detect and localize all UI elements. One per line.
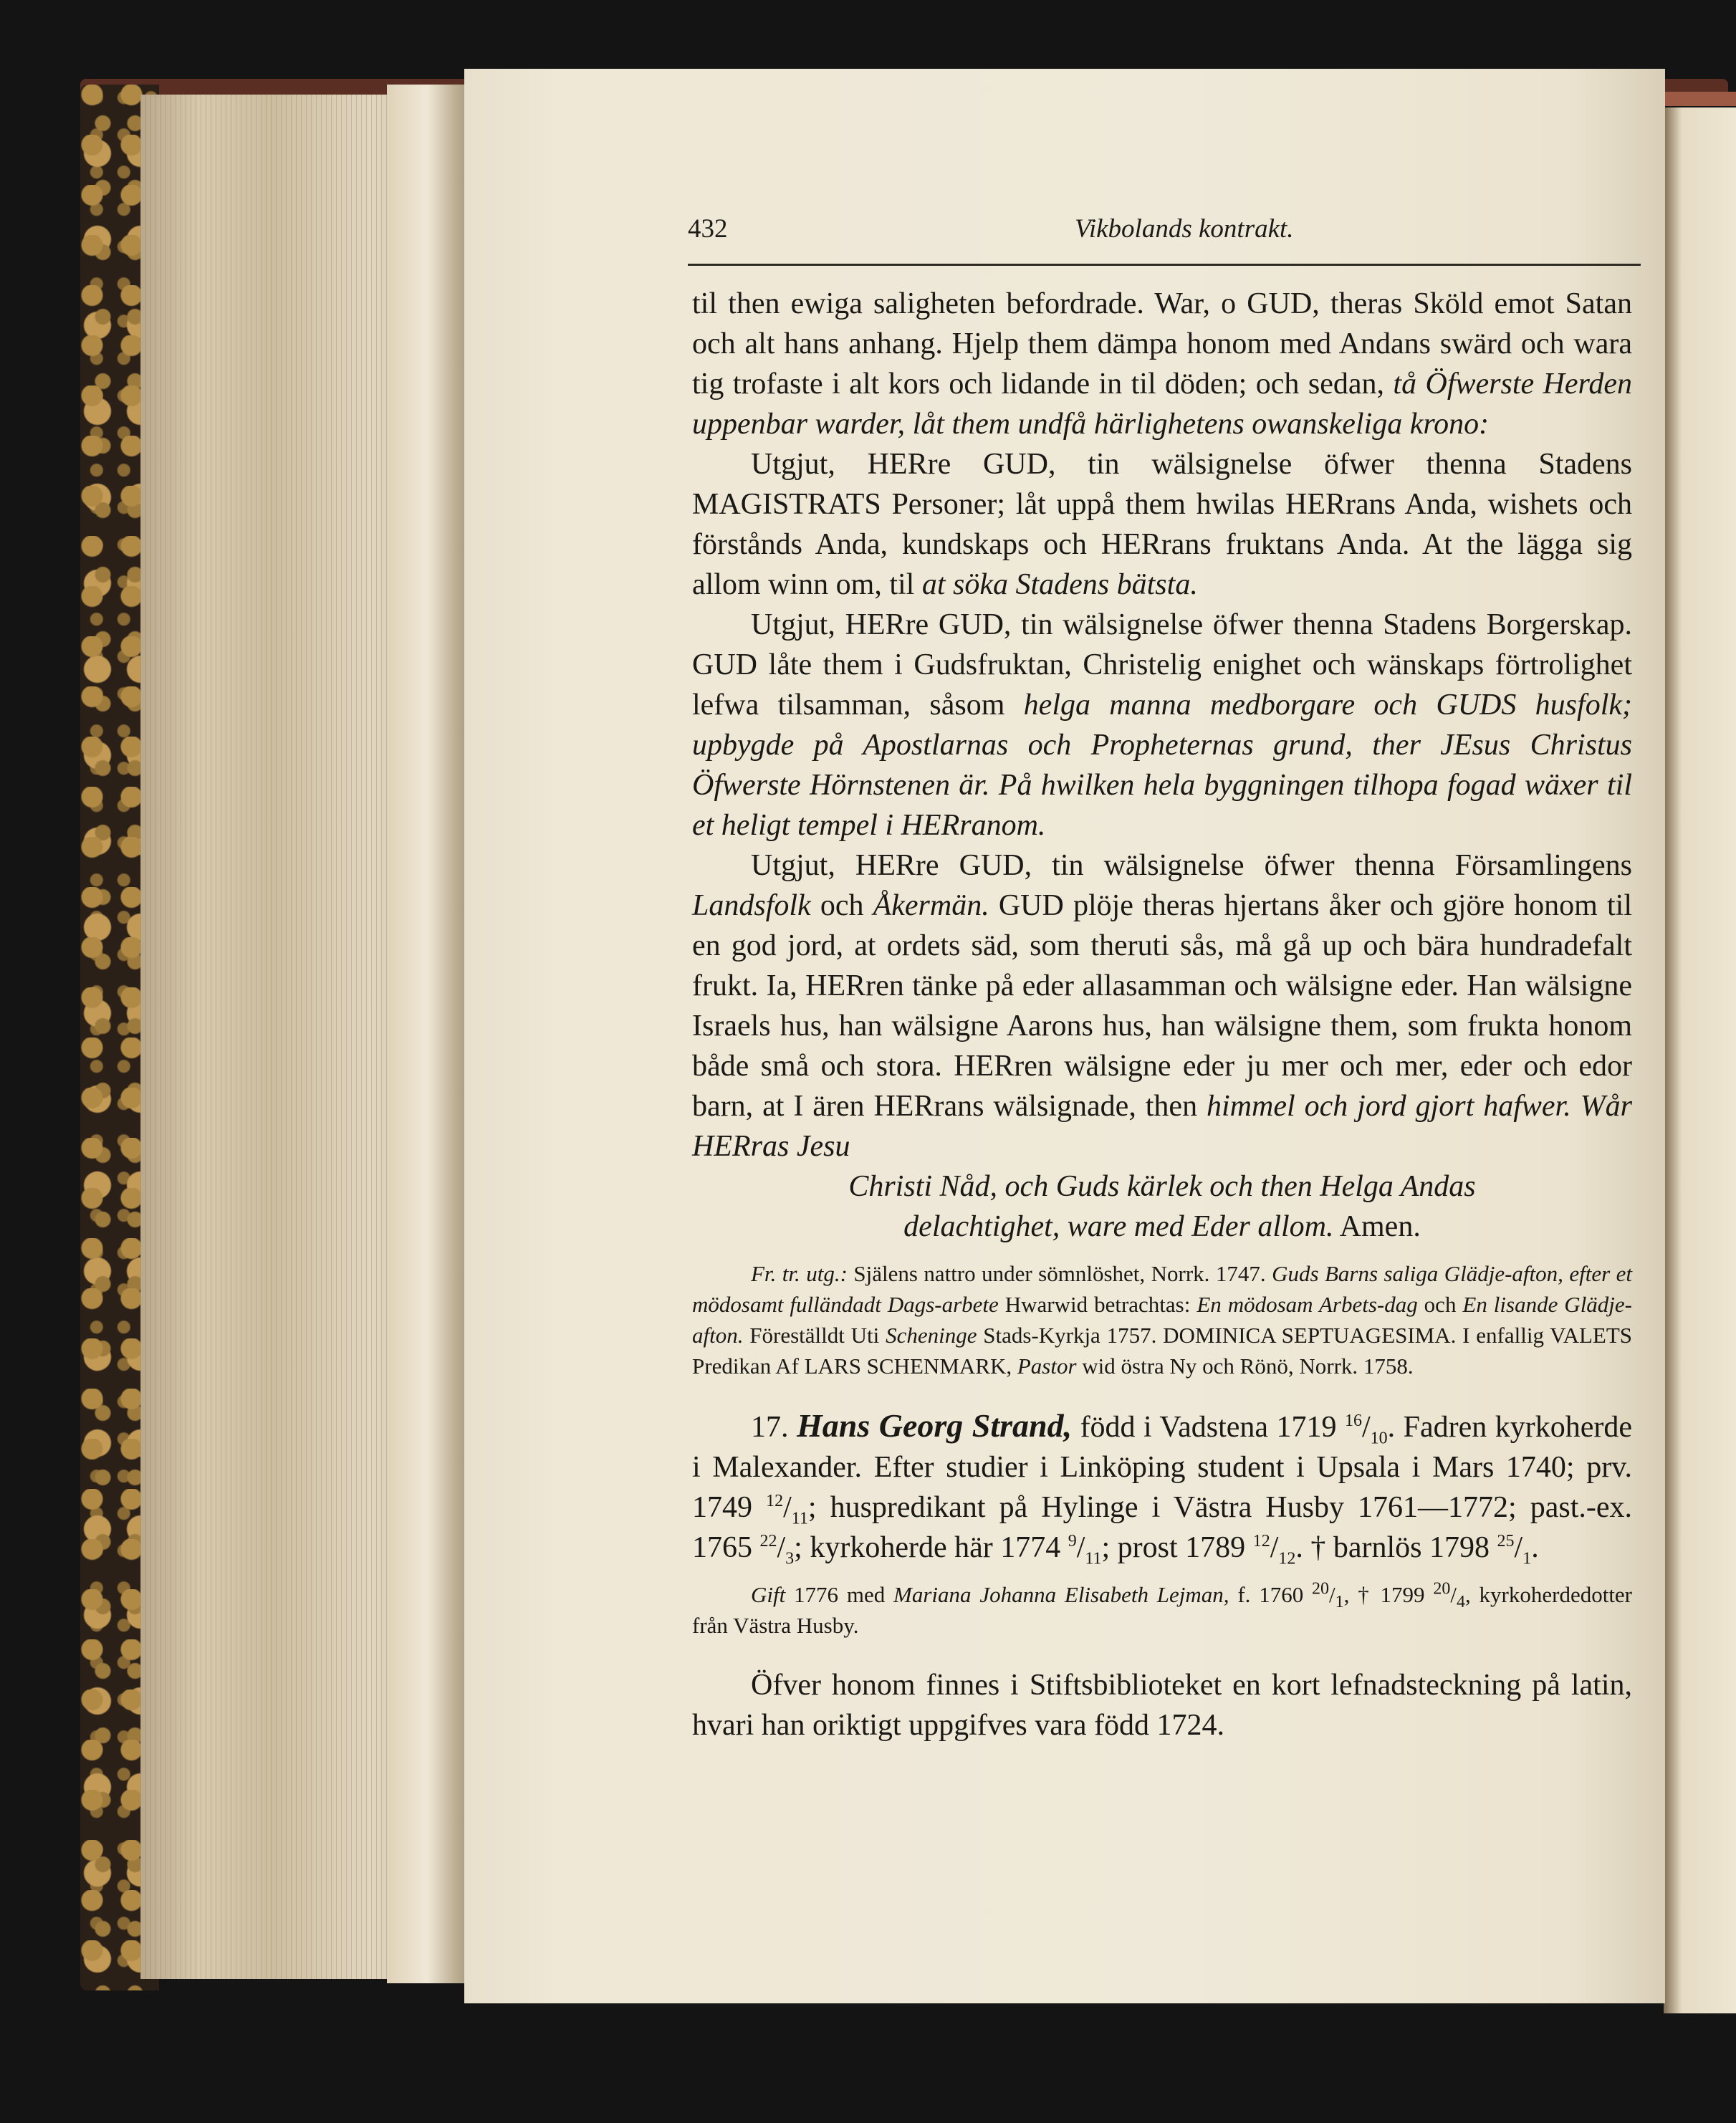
page-header — [688, 208, 1634, 251]
bibliography-note: Fr. tr. utg.: Själens nattro under sömnlöshet, Norrk. 1747. Guds Barns saliga Glädje-afton, efter et mödosamt fulländadt Dags-arbete Hwarwid betrachtas: En mödosam Arbets-dag och En lisande Glädje-afton. Föreställdt Uti Scheninge Stads-Kyrkja 1757. DOMINICA SEPTUAGESIMA. I enfallig VALETS Predikan Af LARS SCHENMARK, Pastor wid östra Ny och Rönö, Norrk. 1758. — [692, 1261, 1633, 1379]
person-name: Hans Georg Strand, — [796, 1407, 1073, 1444]
prayer-closing-line-1: Christi Nåd, och Guds kärlek och then Helga Andas — [848, 1170, 1476, 1203]
prayer-paragraph-2: Utgjut, HERre GUD, tin wälsignelse öfwer thenna Stadens MAGISTRATS Personer; låt uppå them hwilas HERrans Anda, wishets och förstånds Anda, kundskaps och HERrans fruktans Anda. At the lägga sig allom winn om, til at söka Stadens bätsta. — [692, 448, 1632, 601]
entry-number: 17. — [751, 1411, 789, 1444]
facing-page-edge — [1664, 107, 1736, 2013]
running-title: Vikbolands kontrakt. — [1075, 214, 1294, 244]
marriage-note: Gift 1776 med Mariana Johanna Elisabeth Lejman, f. 1760 $^{20}/_1$, † 1799 $^{20}/_4$, kyrkoherdedotter från Västra Husby. — [692, 1579, 1633, 1638]
biography-entry: 17. Hans Georg Strand, född i Vadstena 1719 $^{16}/_{10}$. Fadren kyrkoherde i Malexander. Efter studier i Linköping student i Upsala i Mars 1740; prv. 1749 $^{12}/_{11}$; huspredikant på Hylinge i Västra Husby 1761—1772; past.-ex. 1765 $^{22}/_3$; kyrkoherde här 1774 $^9/_{11}$; prost 1789 $^{12}/_{12}$. † barnlös 1798 $^{25}/_1$. — [692, 1407, 1633, 1568]
closing-paragraph: Öfver honom finnes i Stiftsbiblioteket en kort lefnadsteckning på latin, hvari han oriktigt uppgifves vara född 1724. — [692, 1669, 1632, 1742]
page-body — [692, 284, 1632, 1745]
prayer-paragraph-1: til then ewiga saligheten befordrade. War, o GUD, theras Sköld emot Satan och alt hans anhang. Hjelp them dämpa honom med Andans swärd och wara tig trofaste i alt kors och lidande in til döden; och sedan, tå Öfwerste Herden uppenbar warder, låt them undfå härlighetens owanskeliga krono: — [692, 287, 1632, 441]
prayer-paragraph-3: Utgjut, HERre GUD, tin wälsignelse öfwer thenna Stadens Borgerskap. GUD låte them i Gudsfruktan, Christelig enighet och wänskaps förtrolighet lefwa tilsamman, såsom helga manna medborgare och GUDS husfolk; upbygde på Apostlarnas och Propheternas grund, ther JEsus Christus Öfwerste Hörnstenen är. På hwilken hela byggningen tilhopa fogad wäxer til et heligt tempel i HERranom. — [692, 608, 1632, 842]
book-gutter — [387, 85, 476, 1983]
header-rule — [688, 264, 1641, 266]
prayer-closing-line-2: delachtighet, ware med Eder allom. Amen. — [903, 1210, 1421, 1243]
prayer-paragraph-4: Utgjut, HERre GUD, tin wälsignelse öfwer thenna Församlingens Landsfolk och Åkermän. GUD plöje theras hjertans åker och gjöre honom til en god jord, at ordets säd, som theruti sås, må gå up och bära hundradefalt frukt. Ia, HERren tänke på eder allasamman och wälsigne eder. Han wälsigne Israels hus, han wälsigne Aarons hus, han wälsigne them, som frukta honom både små och stora. HERren wälsigne eder ju mer och mer, eder och edor barn, at I ären HERrans wälsignade, then himmel och jord gjort hafwer. Wår HERras Jesu — [692, 849, 1632, 1163]
page-number: 432 — [688, 214, 728, 244]
